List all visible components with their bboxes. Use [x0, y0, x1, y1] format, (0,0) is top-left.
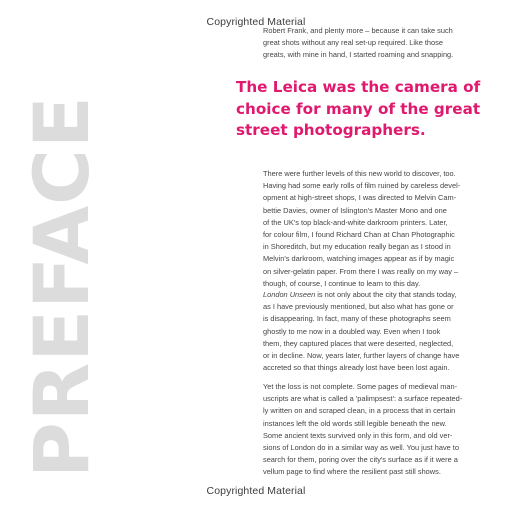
- text-line: greats, with mine in hand, I started roaming and snapping.: [263, 50, 454, 60]
- text-line: on silver-gelatin paper. From there I was really on my way –: [263, 266, 459, 276]
- chapter-title-vertical: PREFACE: [17, 95, 106, 478]
- pull-quote: [236, 77, 506, 142]
- text-line: ly written on and scraped clean, in a process that in certain: [263, 406, 456, 416]
- text-line: Robert Frank, and plenty more – because it can take such: [263, 26, 453, 35]
- book-title-italic: London Unseen: [263, 290, 316, 299]
- paragraph-london-unseen: [263, 289, 485, 374]
- text-line: search for them, poring over the city's surface as if it were a: [263, 455, 458, 465]
- text-line: for colour film, I found Richard Chan at Chan Photographic: [263, 230, 455, 240]
- pull-quote-line: street photographers.: [236, 121, 426, 139]
- text-line: ghostly to me now in a doubled way. Even when I took: [263, 326, 441, 336]
- text-line: opment at high-street shops, I was directed to Melvin Cam-: [263, 193, 457, 203]
- text-line: though, of course, I continue to learn to this day.: [263, 278, 421, 288]
- paragraph-palimpsest: [263, 381, 485, 479]
- text-line: is disappearing. In fact, many of these photographs seem: [263, 314, 451, 324]
- text-line: [263, 289, 485, 301]
- pull-quote-line: The Leica was the camera of: [236, 78, 481, 96]
- text-line: vellum page to find where the resilient past still shows.: [263, 467, 441, 477]
- text-line: or in decline. Now, years later, further layers of change have: [263, 351, 460, 361]
- text-line: accreted so that things already lost have been lost again.: [263, 363, 450, 373]
- text-line: Some ancient texts survived only in this form, and old ver-: [263, 430, 453, 440]
- paragraph-top: [263, 25, 485, 62]
- text-line: sions of London do in a similar way as well. You just have to: [263, 443, 459, 453]
- copyright-watermark-top: Copyrighted Material: [206, 16, 306, 28]
- text-line: great shots without any real set-up required. Like those: [263, 38, 443, 48]
- text-line: in Shoreditch, but my education really began as I stood in: [263, 242, 451, 252]
- text-line: them, they captured places that were deserted, neglected,: [263, 338, 454, 348]
- text-line: There were further levels of this new world to discover, too.: [263, 169, 456, 178]
- text-line: bettie Davies, owner of Islington's Master Mono and one: [263, 205, 447, 215]
- text-fragment: is not only about the city that stands today,: [315, 290, 457, 299]
- text-line: Yet the loss is not complete. Some pages of medieval man-: [263, 382, 458, 391]
- text-line: uscripts are what is called a 'palimpsest': a surface repeated-: [263, 394, 463, 404]
- text-line: Melvin's darkroom, watching images appear as if by magic: [263, 254, 455, 264]
- text-line: Having had some early rolls of film ruined by careless devel-: [263, 181, 461, 191]
- text-line: instances left the old words still legible beneath the new.: [263, 418, 447, 428]
- text-line: as I have previously mentioned, but also what has gone or: [263, 302, 454, 312]
- text-line: of the UK's top black-and-white darkroom printers. Later,: [263, 217, 448, 227]
- paragraph-darkroom: [263, 168, 485, 290]
- pull-quote-line: choice for many of the great: [236, 99, 481, 118]
- copyright-watermark-bottom: Copyrighted Material: [206, 485, 306, 497]
